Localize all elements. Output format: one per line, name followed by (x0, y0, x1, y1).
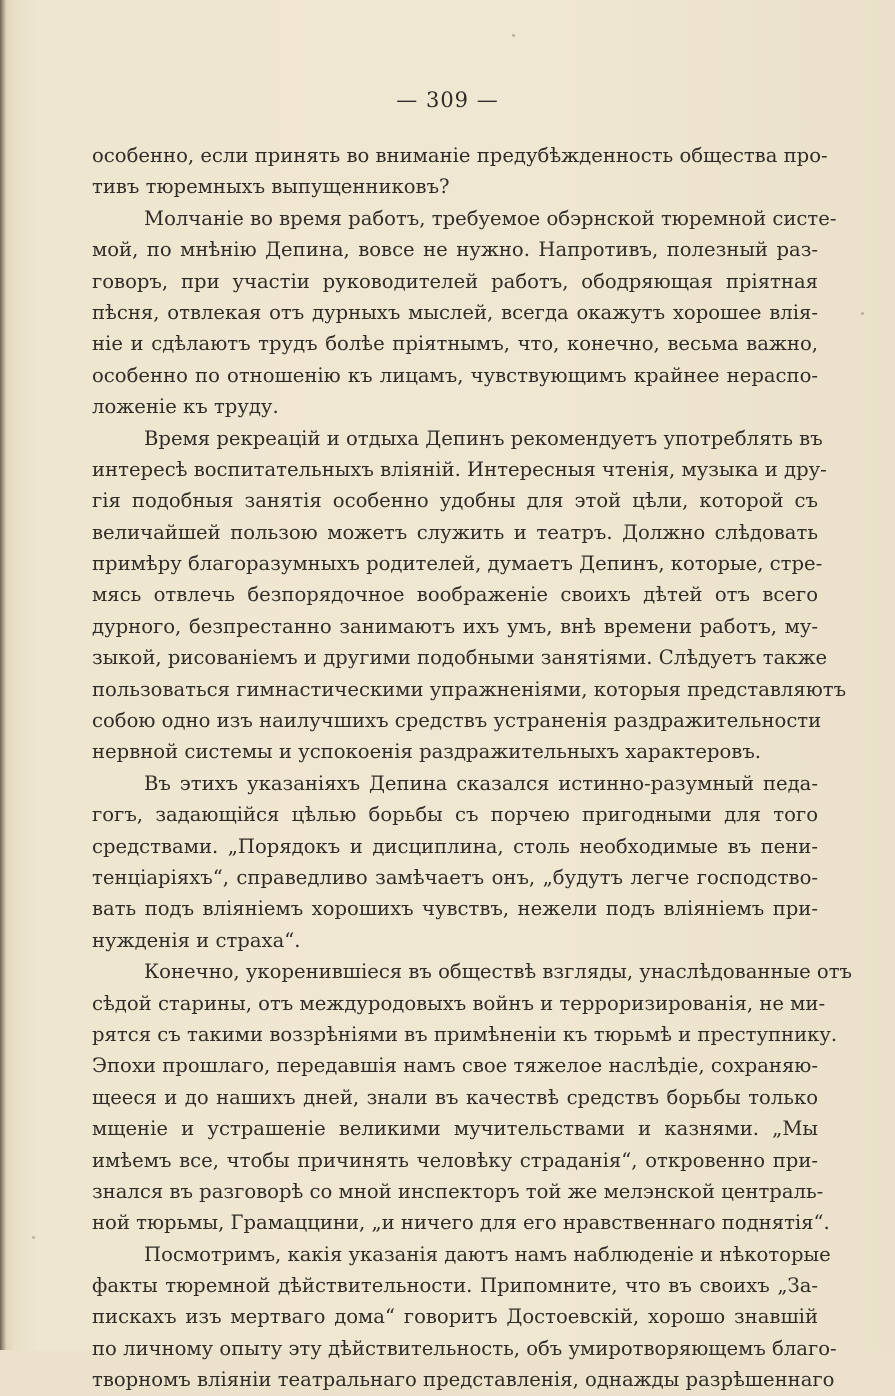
text-line: Молчаніе во время работъ, требуемое обэрнской тюремной систе- (144, 206, 837, 230)
text-line: ной тюрьмы, Грамаццини, „и ничего для его нравственнаго поднятія“. (92, 1211, 830, 1235)
text-line: тенціаріяхъ“, справедливо замѣчаетъ онъ, „будутъ легче господство- (92, 865, 818, 889)
text-line: ложеніе къ труду. (92, 395, 279, 419)
paper-speck (512, 34, 515, 37)
body-text (92, 140, 853, 1396)
text-line: творномъ вліяніи театральнаго представленія, однажды разрѣшеннаго (92, 1368, 835, 1392)
text-line: нужденія и страха“. (92, 928, 301, 952)
text-line: сѣдой старины, отъ междуродовыхъ войнъ и терроризированія, не ми- (92, 991, 826, 1015)
text-line: собою одно изъ наилучшихъ средствъ устраненія раздражительности (92, 709, 822, 733)
text-line: знался въ разговорѣ со мной инспекторъ той же мелэнской централь- (92, 1179, 824, 1203)
text-line: особенно, если принять во вниманіе предубѣжденность общества про- (92, 144, 828, 167)
text-line: особенно по отношенію къ лицамъ, чувствующимъ крайнее нераспо- (92, 363, 818, 387)
text-line: вать подъ вліяніемъ хорошихъ чувствъ, нежели подъ вліяніемъ при- (92, 897, 818, 921)
text-line: интересѣ воспитательныхъ вліяній. Интересныя чтенія, музыка и дру- (92, 457, 827, 481)
text-line: пользоваться гимнастическими упражненіями, которыя представляютъ (92, 677, 847, 701)
text-line: средствами. „Порядокъ и дисциплина, столь необходимые въ пени- (92, 834, 818, 858)
text-line: зыкой, рисованіемъ и другими подобными занятіями. Слѣдуетъ также (92, 646, 828, 670)
text-line: рятся съ такими воззрѣніями въ примѣненіи къ тюрьмѣ и преступнику. (92, 1022, 838, 1046)
text-line: Время рекреацій и отдыха Депинъ рекомендуетъ употреблять въ (144, 426, 823, 450)
page-number: — 309 — (396, 88, 499, 112)
paper-speck (32, 1236, 35, 1239)
text-line: примѣру благоразумныхъ родителей, думаетъ Депинъ, которые, стре- (92, 552, 823, 576)
text-line: величайшей пользою можетъ служить и театръ. Должно слѣдовать (92, 520, 818, 544)
text-line: пѣсня, отвлекая отъ дурныхъ мыслей, всегда окажутъ хорошее влія- (92, 300, 818, 324)
text-line: мой, по мнѣнію Депина, вовсе не нужно. Напротивъ, полезный раз- (92, 238, 818, 262)
text-line: нервной системы и успокоенія раздражительныхъ характеровъ. (92, 740, 762, 764)
text-line: ніе и сдѣлаютъ трудъ болѣе пріятнымъ, что, конечно, весьма важно, (92, 332, 818, 356)
page-binding-edge (0, 0, 6, 1350)
paper-speck (861, 312, 864, 315)
text-line: по личному опыту эту дѣйствительность, объ умиротворяющемъ благо- (92, 1336, 837, 1360)
text-line: имѣемъ все, чтобы причинять человѣку страданія“, откровенно при- (92, 1148, 818, 1172)
text-line: мясь отвлечь безпорядочное воображеніе своихъ дѣтей отъ всего (92, 583, 818, 607)
text-line: Эпохи прошлаго, передавшія намъ свое тяжелое наслѣдіе, сохраняю- (92, 1054, 818, 1078)
text-line: дурного, безпрестанно занимаютъ ихъ умъ, внѣ времени работъ, му- (92, 614, 818, 638)
text-line: тивъ тюремныхъ выпущенниковъ? (92, 175, 450, 199)
text-line: пискахъ изъ мертваго дома“ говоритъ Достоевскій, хорошо знавшій (92, 1305, 818, 1329)
text-line: мщеніе и устрашеніе великими мучительствами и казнями. „Мы (92, 1117, 818, 1141)
text-line: факты тюремной дѣйствительности. Припомните, что въ своихъ „За- (92, 1274, 818, 1298)
text-line: гогъ, задающійся цѣлью борьбы съ порчею пригодными для того (92, 803, 818, 827)
text-line: говоръ, при участіи руководителей работъ, ободряющая пріятная (92, 269, 818, 293)
text-line: Посмотримъ, какія указанія даютъ намъ наблюденіе и нѣкоторые (144, 1242, 831, 1266)
text-line: Въ этихъ указаніяхъ Депина сказался истинно-разумный педа- (144, 771, 818, 795)
text-line: Конечно, укоренившіеся въ обществѣ взгляды, унаслѣдованные отъ (144, 960, 853, 984)
text-line: щееся и до нашихъ дней, знали въ качествѣ средствъ борьбы только (92, 1085, 818, 1109)
text-line: гія подобныя занятія особенно удобны для этой цѣли, которой съ (92, 489, 818, 513)
